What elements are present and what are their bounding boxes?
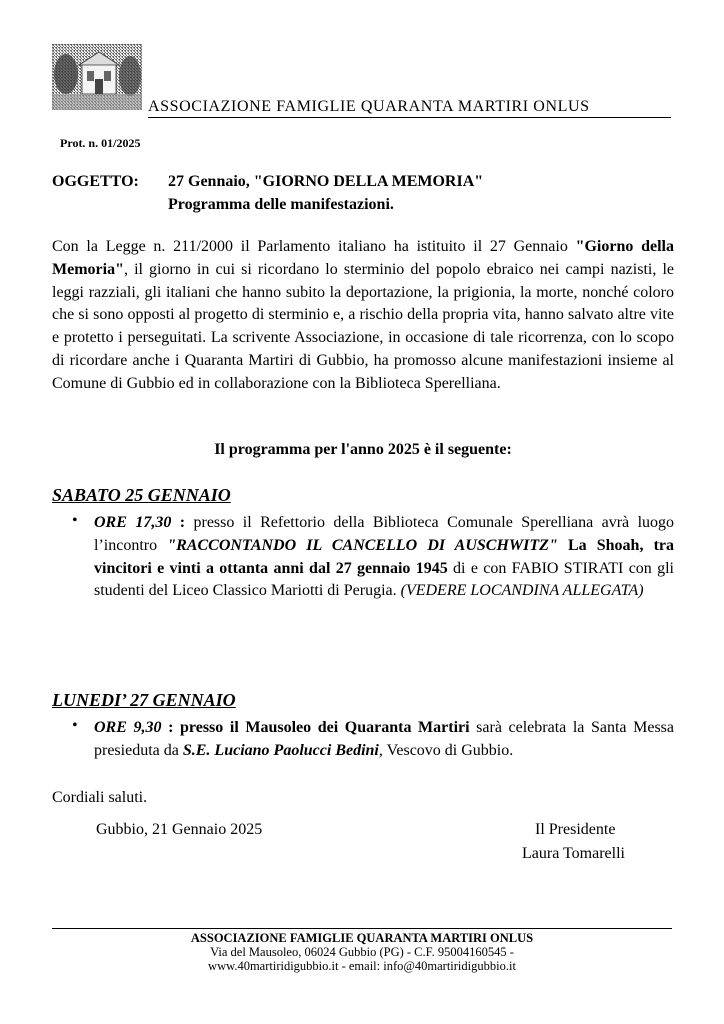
subject-line-2: Programma delle manifestazioni. xyxy=(168,196,394,213)
event-text-2: , Vescovo di Gubbio. xyxy=(378,741,514,759)
event-text-2: di e con FABIO STIRATI con gli studenti del Liceo Classico Mariotti di Perugia. xyxy=(94,559,675,600)
event-separator: : xyxy=(171,514,194,531)
footer-org-name: ASSOCIAZIONE FAMIGLIE QUARANTA MARTIRI ONLUS xyxy=(190,931,534,945)
footer-contacts: www.40martiridigubbio.it - email: info@40martiridigubbio.it xyxy=(208,959,516,973)
event-time: ORE 9,30 xyxy=(94,719,162,736)
intro-text-1: Con la Legge n. 211/2000 il Parlamento italiano ha istituito il 27 Gennaio xyxy=(52,238,576,255)
event-text: presso il Refettorio della Biblioteca Comunale Sperelliana avrà luogo l’incontro xyxy=(94,514,675,554)
footer-divider xyxy=(52,928,672,929)
event-description xyxy=(94,717,674,763)
place-date: Gubbio, 21 Gennaio 2025 xyxy=(96,821,263,838)
bullet-icon: • xyxy=(72,717,78,734)
event-day-heading: SABATO 25 GENNAIO xyxy=(52,485,231,505)
mausoleum-engraving-logo xyxy=(52,44,142,110)
event-day-heading: LUNEDI’ 27 GENNAIO xyxy=(52,690,236,710)
subject-label: OGGETTO: xyxy=(52,173,139,190)
event-description xyxy=(94,512,674,603)
event-celebrant: S.E. Luciano Paolucci Bedini xyxy=(182,741,379,759)
event-time: ORE 17,30 xyxy=(94,514,172,531)
event-text: sarà celebrata la Santa Messa presieduta da xyxy=(94,719,674,759)
event-note: (VEDERE LOCANDINA ALLEGATA) xyxy=(400,582,644,600)
header-org-name: ASSOCIAZIONE FAMIGLIE QUARANTA MARTIRI ONLUS xyxy=(148,98,590,115)
closing-greeting: Cordiali saluti. xyxy=(52,789,148,806)
signatory-name: Laura Tomarelli xyxy=(522,845,625,862)
footer-address: Via del Mausoleo, 06024 Gubbio (PG) - C.F. 95004160545 - xyxy=(210,945,514,959)
header-divider xyxy=(148,117,671,118)
intro-text-2: , il giorno in cui si ricordano lo sterminio del popolo ebraico nei campi nazisti, le leggi razziali, gli italiani che hanno subito la deportazione, la prigionia, la morte, nonché coloro che si sono opposti al progetto di sterminio e, a rischio della propria vita, hanno salvato altre vite e protetto i perseguitati. La scrivente Associazione, in occasione di tale ricorrenza, con lo scopo di ricordare anche i Quaranta Martiri di Gubbio, ha promosso alcune manifestazioni insieme al Comune di Gubbio ed in collaborazione con la Biblioteca Sperelliana. xyxy=(52,260,674,392)
intro-paragraph xyxy=(52,236,674,396)
bullet-icon: • xyxy=(72,512,78,529)
event-location: presso il Mausoleo dei Quaranta Martiri xyxy=(180,719,470,736)
event-title: "RACCONTANDO IL CANCELLO DI AUSCHWITZ" xyxy=(167,536,558,554)
signatory-role: Il Presidente xyxy=(535,821,616,838)
protocol-number: Prot. n. 01/2025 xyxy=(60,136,141,150)
event-separator: : xyxy=(161,719,181,736)
event-subtitle: La Shoah, tra vincitori e vinti a ottanta anni dal 27 gennaio 1945 xyxy=(94,536,675,577)
program-heading: Il programma per l'anno 2025 è il seguente: xyxy=(214,441,512,458)
subject-line-1: 27 Gennaio, "GIORNO DELLA MEMORIA" xyxy=(168,173,484,190)
intro-emphasis: "Giorno della Memoria" xyxy=(52,238,674,278)
